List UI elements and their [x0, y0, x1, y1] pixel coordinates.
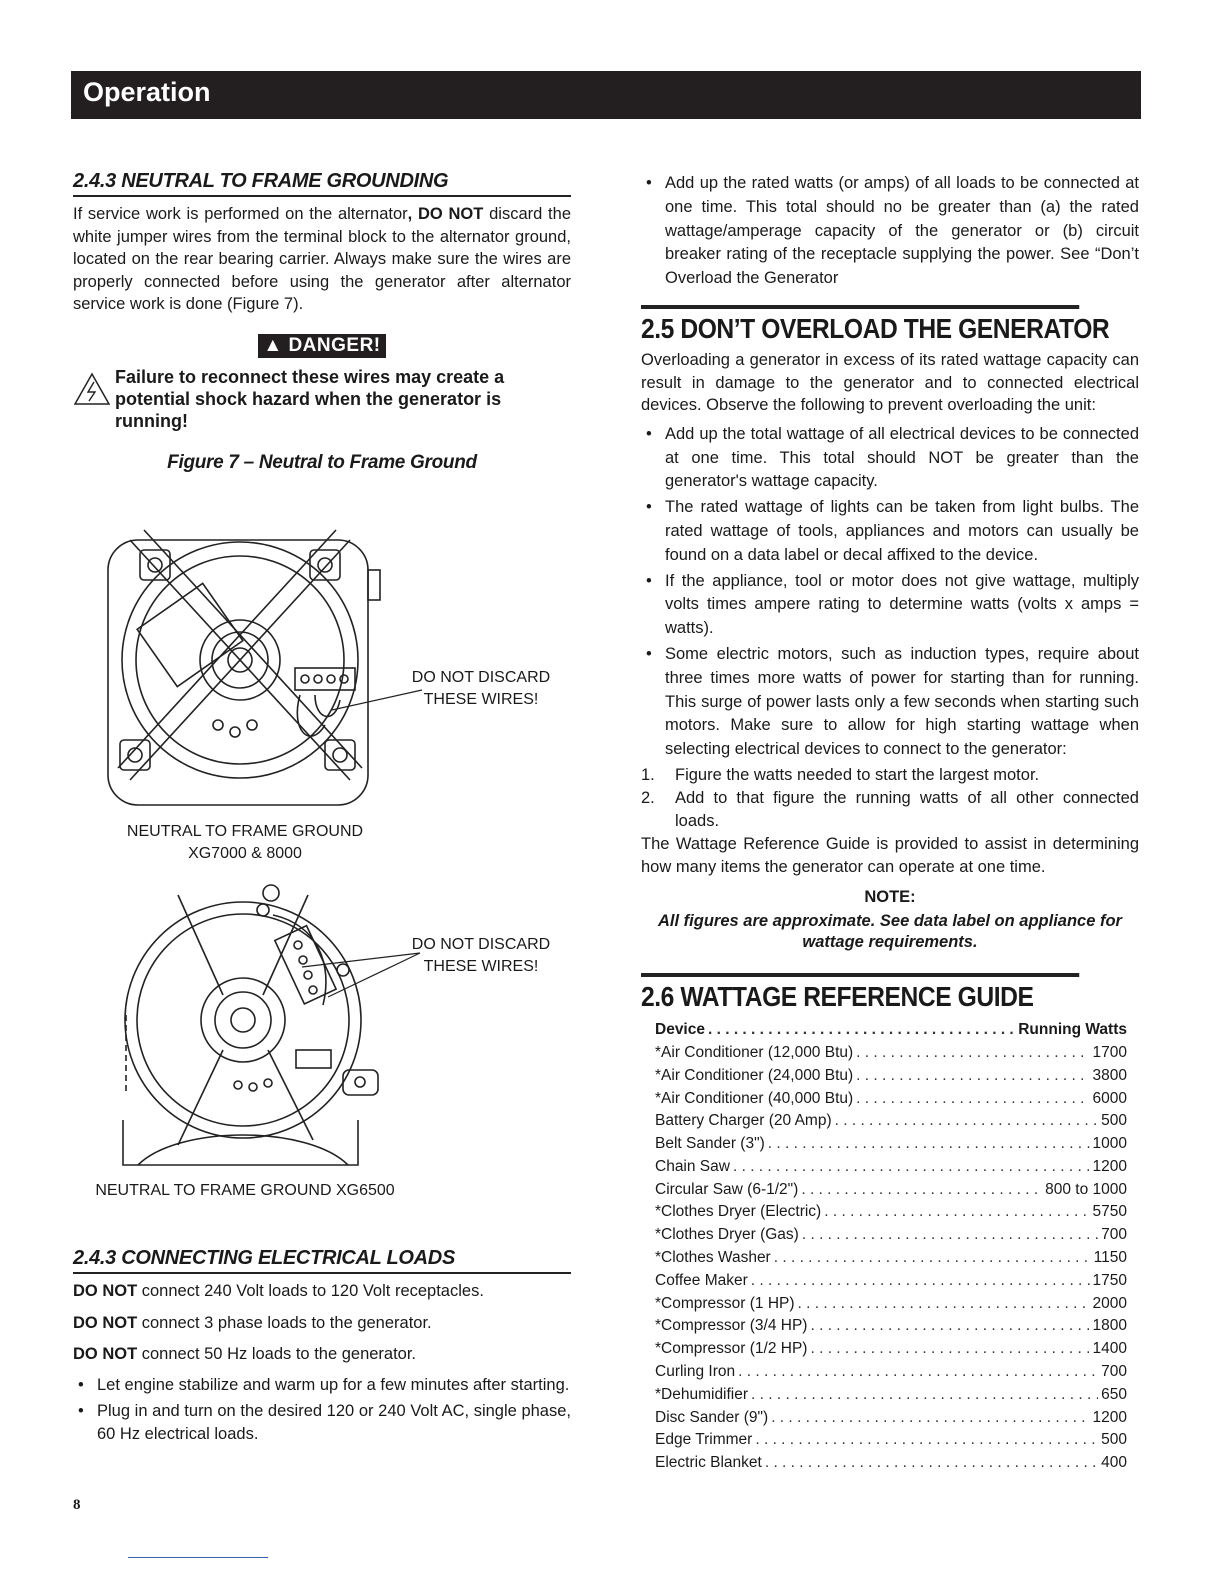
table-row: [655, 1272, 1127, 1295]
figure-caption: Figure 7 – Neutral to Frame Ground: [167, 451, 477, 473]
device-name: Disc Sander (9"): [655, 1408, 769, 1426]
neutral-grounding-paragraph: [73, 203, 571, 316]
heading-dont-overload: 2.5 DON’T OVERLOAD THE GENERATOR: [641, 305, 1079, 345]
device-name: Chain Saw: [655, 1157, 730, 1175]
para-text-cont: discard the white jumper wires from the terminal block to the alternator ground, located on the rear bearing carrier. Always make sure the wires are properly connected before using the generator after alternator service work is done (Figure 7).: [73, 205, 571, 314]
dot-leader: [733, 1158, 1090, 1176]
running-watts: 500: [1101, 1431, 1127, 1449]
bottom-divider: [128, 1557, 268, 1558]
overload-bullet-list: [641, 423, 1139, 762]
loads-bullet-list: [73, 1374, 571, 1447]
list-item: • The rated wattage of lights can be taken from light bulbs. The rated wattage of tools, appliances and motors can usually be found on a data label or decal affixed to the device.: [641, 496, 1139, 567]
wattage-rows: [655, 1044, 1127, 1477]
dot-leader: [708, 1021, 1015, 1039]
heading-neutral-grounding: 2.4.3 NEUTRAL TO FRAME GROUNDING: [73, 170, 571, 197]
device-name: Belt Sander (3"): [655, 1135, 765, 1153]
running-watts: 1200: [1092, 1408, 1127, 1426]
running-watts: 500: [1101, 1112, 1127, 1130]
list-item: • Some electric motors, such as induction types, require about three times more watts of power for starting than for running. This surge of power lasts only a few seconds when starting such motors. Make sure to allow for high starting wattage when selecting electrical devices to connect to the generator:: [641, 643, 1139, 762]
dot-leader: [774, 1249, 1091, 1267]
callout-top-line1: DO NOT DISCARD: [411, 669, 551, 686]
left-column: [73, 170, 571, 474]
running-watts: 400: [1101, 1454, 1127, 1472]
heading-wattage-guide: 2.6 WATTAGE REFERENCE GUIDE: [641, 973, 1079, 1013]
dot-leader: [798, 1295, 1090, 1313]
table-row: [655, 1158, 1127, 1181]
electric-shock-icon: [73, 372, 111, 406]
list-item: • Plug in and turn on the desired 120 or 240 Volt AC, single phase, 60 Hz electrical loads.: [73, 1400, 571, 1448]
callout-top-line2: THESE WIRES!: [423, 691, 539, 708]
table-row: [655, 1112, 1127, 1135]
device-name: Circular Saw (6-1/2"): [655, 1180, 799, 1198]
table-row: [655, 1203, 1127, 1226]
device-name: Coffee Maker: [655, 1271, 748, 1289]
dot-leader: [824, 1203, 1089, 1221]
rule-3-bold: DO NOT: [73, 1345, 138, 1364]
table-row: [655, 1431, 1127, 1454]
table-row: [655, 1386, 1127, 1409]
step-number: 2.: [641, 788, 655, 807]
diagram-top-caption-line2: XG7000 & 8000: [188, 845, 302, 862]
dot-leader: [751, 1272, 1090, 1290]
device-name: Battery Charger (20 Amp): [655, 1112, 832, 1130]
generator-diagram-xg7000: [100, 510, 390, 810]
diagram-bottom-caption: NEUTRAL TO FRAME GROUND XG6500: [95, 1182, 395, 1199]
callout-bottom: [410, 934, 552, 978]
danger-text: Failure to reconnect these wires may create a potential shock hazard when the generator is running!: [115, 366, 505, 431]
dot-leader: [856, 1067, 1089, 1085]
running-watts: 1800: [1092, 1317, 1127, 1335]
para-bold: , DO NOT: [407, 205, 484, 223]
dot-leader: [802, 1226, 1098, 1244]
table-row: [655, 1295, 1127, 1318]
running-watts: 700: [1101, 1226, 1127, 1244]
dot-leader: [810, 1340, 1089, 1358]
device-name: *Dehumidifier: [655, 1385, 749, 1403]
section-header-bar: [71, 71, 1141, 119]
device-name: *Compressor (1/2 HP): [655, 1340, 808, 1358]
device-name: *Compressor (3/4 HP): [655, 1317, 808, 1335]
running-watts: 1000: [1092, 1135, 1127, 1153]
running-watts: 650: [1101, 1385, 1127, 1403]
para-text: If service work is performed on the alternator: [73, 205, 408, 223]
rule-3-text: connect 50 Hz loads to the generator.: [137, 1345, 417, 1364]
dot-leader: [810, 1317, 1089, 1335]
running-watts: 1150: [1093, 1249, 1127, 1267]
rule-2-bold: DO NOT: [73, 1313, 138, 1332]
table-row: [655, 1340, 1127, 1363]
table-row: [655, 1363, 1127, 1386]
rule-2: [73, 1312, 571, 1335]
note-heading: NOTE:: [864, 888, 916, 907]
danger-block: [73, 334, 571, 358]
running-watts: 1200: [1092, 1157, 1127, 1175]
generator-diagram-xg6500: [118, 875, 388, 1170]
list-item: [641, 764, 1139, 787]
dot-leader: [738, 1363, 1098, 1381]
danger-badge: [258, 334, 385, 358]
list-item: [641, 787, 1139, 833]
device-name: *Air Conditioner (12,000 Btu): [655, 1043, 854, 1061]
warning-triangle-icon: ▲: [263, 334, 283, 356]
danger-label: DANGER!: [288, 334, 381, 356]
running-watts: 700: [1101, 1363, 1127, 1381]
running-watts: 2000: [1092, 1294, 1127, 1312]
list-item: • Add up the total wattage of all electrical devices to be connected at one time. This total should NOT be greater than the generator's wattage capacity.: [641, 423, 1139, 494]
heading-connecting-loads: 2.4.3 CONNECTING ELECTRICAL LOADS: [73, 1247, 571, 1274]
callout-top: [410, 667, 552, 711]
list-item: • If the appliance, tool or motor does not give wattage, multiply volts times ampere rating to determine watts (volts x amps = watts).: [641, 570, 1139, 641]
rule-1-text: connect 240 Volt loads to 120 Volt receptacles.: [137, 1282, 484, 1300]
col-device-header: Device: [655, 1021, 705, 1039]
dot-leader: [765, 1454, 1098, 1472]
dot-leader: [755, 1431, 1098, 1449]
table-row: [655, 1135, 1127, 1158]
device-name: *Clothes Washer: [655, 1249, 771, 1267]
table-row: [655, 1067, 1127, 1090]
table-row: [655, 1454, 1127, 1477]
device-name: Curling Iron: [655, 1363, 736, 1381]
callout-bottom-line1: DO NOT DISCARD: [411, 936, 551, 953]
callout-bottom-line2: THESE WIRES!: [423, 958, 539, 975]
dot-leader: [771, 1409, 1089, 1427]
wattage-table: [655, 1021, 1127, 1477]
table-row: [655, 1044, 1127, 1067]
running-watts: 800 to 1000: [1045, 1180, 1127, 1198]
device-name: *Clothes Dryer (Electric): [655, 1203, 822, 1221]
step-text: Add to that figure the running watts of all other connected loads.: [675, 788, 1139, 830]
running-watts: 1750: [1092, 1271, 1127, 1289]
running-watts: 5750: [1092, 1203, 1127, 1221]
connecting-loads-section: [73, 1247, 571, 1449]
step-text: Figure the watts needed to start the largest motor.: [675, 765, 1040, 784]
danger-message: [73, 366, 571, 432]
rule-1-bold: DO NOT: [73, 1282, 138, 1300]
device-name: Electric Blanket: [655, 1454, 762, 1472]
list-item: • Let engine stabilize and warm up for a few minutes after starting.: [73, 1374, 571, 1398]
table-row: [655, 1317, 1127, 1340]
rule-1: [73, 1280, 571, 1303]
overload-steps: [641, 764, 1139, 833]
running-watts: 3800: [1092, 1066, 1127, 1084]
step-number: 1.: [641, 765, 655, 784]
device-name: Edge Trimmer: [655, 1431, 753, 1449]
dot-leader: [856, 1044, 1089, 1062]
rule-2-text: connect 3 phase loads to the generator.: [137, 1313, 432, 1332]
overload-closing: The Wattage Reference Guide is provided to assist in determining how many items the generator can operate at one time.: [641, 834, 1139, 876]
page-number: 8: [73, 1497, 81, 1513]
rule-3: [73, 1343, 571, 1366]
running-watts: 6000: [1092, 1089, 1127, 1107]
dot-leader: [835, 1112, 1099, 1130]
table-row: [655, 1090, 1127, 1113]
device-name: *Air Conditioner (40,000 Btu): [655, 1089, 854, 1107]
dot-leader: [801, 1181, 1042, 1199]
dot-leader: [768, 1135, 1090, 1153]
table-row: [655, 1249, 1127, 1272]
table-row: [655, 1226, 1127, 1249]
running-watts: 1400: [1092, 1340, 1127, 1358]
overload-intro: Overloading a generator in excess of its rated wattage capacity can result in damage to the generator and to connected electrical devices. Observe the following to prevent overloading the unit:: [641, 350, 1139, 415]
list-item: • Add up the rated watts (or amps) of all loads to be connected at one time. This total should no be greater than (a) the rated wattage/amperage capacity of the generator or (b) circuit breaker rating of the receptacle supplying the power. See “Don’t Overload the Generator: [641, 172, 1139, 291]
col-watts-header: Running Watts: [1018, 1021, 1127, 1039]
diagram-top-caption-line1: NEUTRAL TO FRAME GROUND: [126, 823, 364, 840]
header-title: Operation: [83, 77, 211, 107]
dot-leader: [751, 1386, 1098, 1404]
running-watts: 1700: [1092, 1043, 1127, 1061]
note-body: All figures are approximate. See data label on appliance for wattage requirements.: [658, 912, 1122, 952]
diagram-top-caption: [110, 821, 380, 865]
device-name: *Clothes Dryer (Gas): [655, 1226, 799, 1244]
device-name: *Air Conditioner (24,000 Btu): [655, 1066, 854, 1084]
table-header-row: [655, 1021, 1127, 1044]
table-row: [655, 1409, 1127, 1432]
dot-leader: [856, 1090, 1089, 1108]
device-name: *Compressor (1 HP): [655, 1294, 795, 1312]
table-row: [655, 1181, 1127, 1204]
top-bullet-list: [641, 172, 1139, 291]
right-column: [641, 170, 1139, 1477]
